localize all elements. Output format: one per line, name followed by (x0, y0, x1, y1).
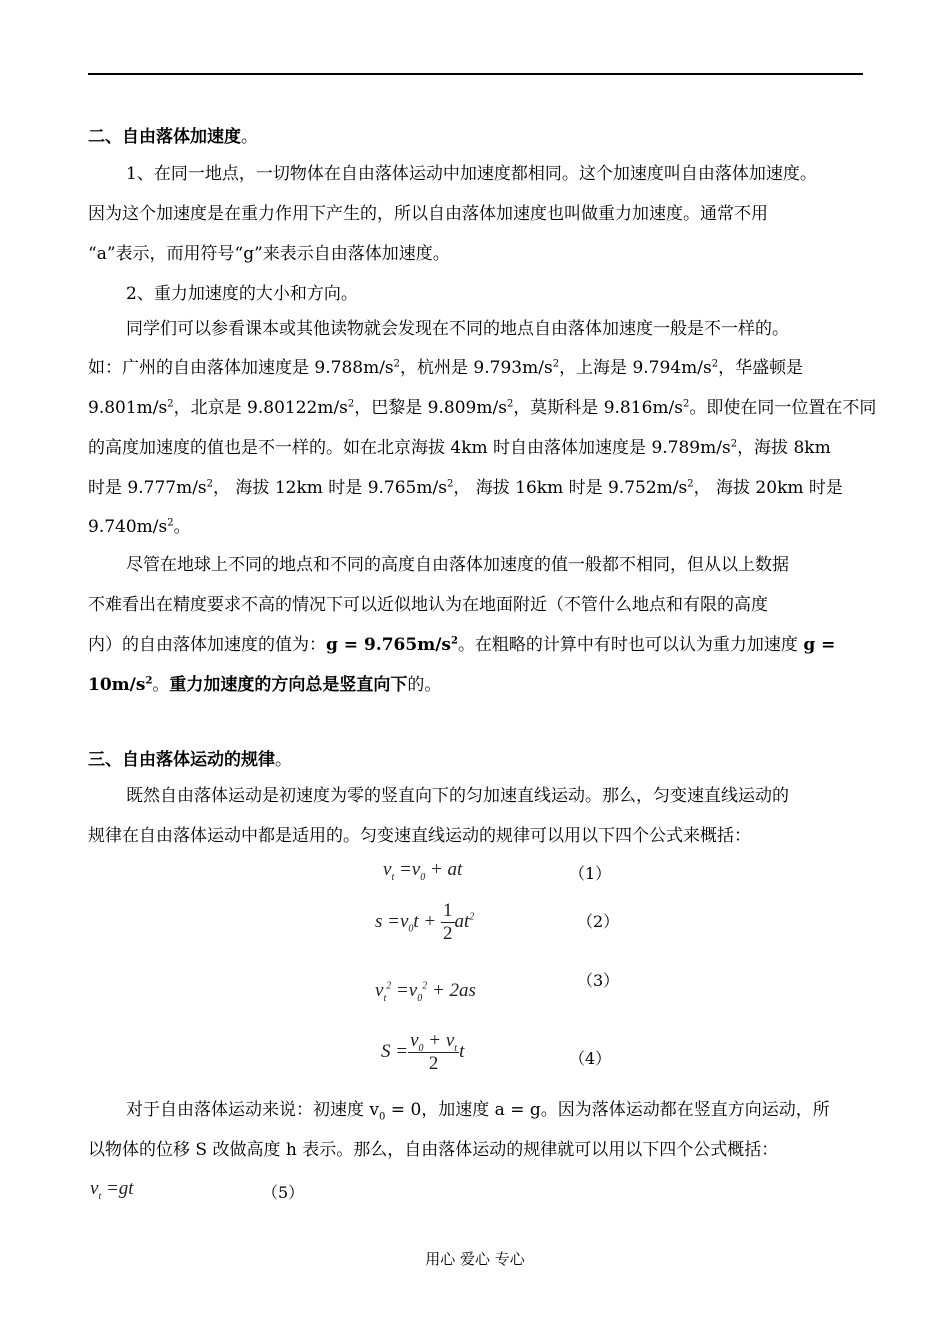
s2-p4-line2: 不难看出在精度要求不高的情况下可以近似地认为在地面附近（不管什么地点和有限的高度 (88, 595, 768, 615)
s2-p4-line4: $10m/s^2$。重力加速度的方向总是竖直向下的。 (88, 675, 442, 695)
s3-p2-line1: 对于自由落体运动来说：初速度 $v_0 = 0$，加速度 a = g。因为落体运动都在竖直方向运动，所 (126, 1100, 830, 1123)
s2-p1-line1: 1、在同一地点，一切物体在自由落体运动中加速度都相同。这个加速度叫自由落体加速度。 (126, 164, 817, 184)
s2-p4-line1: 尽管在地球上不同的地点和不同的高度自由落体加速度的值一般都不相同，但从以上数据 (126, 555, 789, 575)
equation-3-number: （3） (577, 971, 620, 990)
header-rule (88, 73, 863, 75)
s2-p1-line3: “a”表示，而用符号“g”来表示自由落体加速度。 (88, 244, 450, 264)
equation-1: $v_t =v_0$ + at (383, 859, 463, 883)
s2-p3-line1: 同学们可以参看课本或其他读物就会发现在不同的地点自由落体加速度一般是不一样的。 (126, 319, 789, 339)
equation-4: S = $\frac{v_0 + v_t}{2}$ t (381, 1030, 465, 1074)
s3-p1-line2: 规律在自由落体运动中都是适用的。匀变速直线运动的规律可以用以下四个公式来概括： (88, 826, 751, 846)
equation-2: $s =v_0t$ + $\frac{1}{2}$ $at^2$ (375, 900, 475, 944)
s2-p2: 2、重力加速度的大小和方向。 (126, 284, 358, 304)
s2-p3-line3: $9.801m/s^2$，北京是 $9.80122m/s^2$，巴黎是 $9.809m/s^2$，莫斯科是 $9.816m/s^2$。即使在同一位置在不同 (88, 398, 877, 418)
equation-5-number: （5） (262, 1183, 305, 1202)
section2-heading: 二、自由落体加速度。 (88, 127, 258, 147)
s3-p1-line1: 既然自由落体运动是初速度为零的竖直向下的匀加速直线运动。那么，匀变速直线运动的 (126, 786, 789, 806)
s2-p4-line3: 内）的自由落体加速度的值为：$g = 9.765m/s^2$。在粗略的计算中有时也可以认为重力加速度 g = (88, 635, 836, 655)
equation-5: $v_t =gt$ (90, 1178, 134, 1202)
section3-heading: 三、自由落体运动的规律。 (88, 750, 292, 770)
s3-p2-line2: 以物体的位移 S 改做高度 h 表示。那么，自由落体运动的规律就可以用以下四个公式概括： (88, 1140, 779, 1160)
s2-p1-line2: 因为这个加速度是在重力作用下产生的，所以自由落体加速度也叫做重力加速度。通常不用 (88, 204, 768, 224)
s2-p3-line6: $9.740m/s^2$。 (88, 517, 191, 537)
equation-3: $v_t^2 =v_0^2 + 2as$ (375, 980, 476, 1004)
equation-2-number: （2） (577, 912, 620, 931)
equation-1-number: （1） (569, 864, 612, 883)
s2-p3-line4: 的高度加速度的值也是不一样的。如在北京海拔 4km 时自由落体加速度是 $9.789m/s^2$，海拔 8km (88, 438, 831, 458)
page-footer: 用心 爱心 专心 (425, 1250, 525, 1268)
s2-p3-line2: 如：广州的自由落体加速度是 $9.788m/s^2$，杭州是 $9.793m/s^2$，上海是 $9.794m/s^2$，华盛顿是 (88, 358, 804, 378)
equation-4-number: （4） (569, 1049, 612, 1068)
s2-p3-line5: 时是 $9.777m/s^2$， 海拔 12km 时是 $9.765m/s^2$， 海拔 16km 时是 $9.752m/s^2$， 海拔 20km 时是 (88, 478, 843, 498)
